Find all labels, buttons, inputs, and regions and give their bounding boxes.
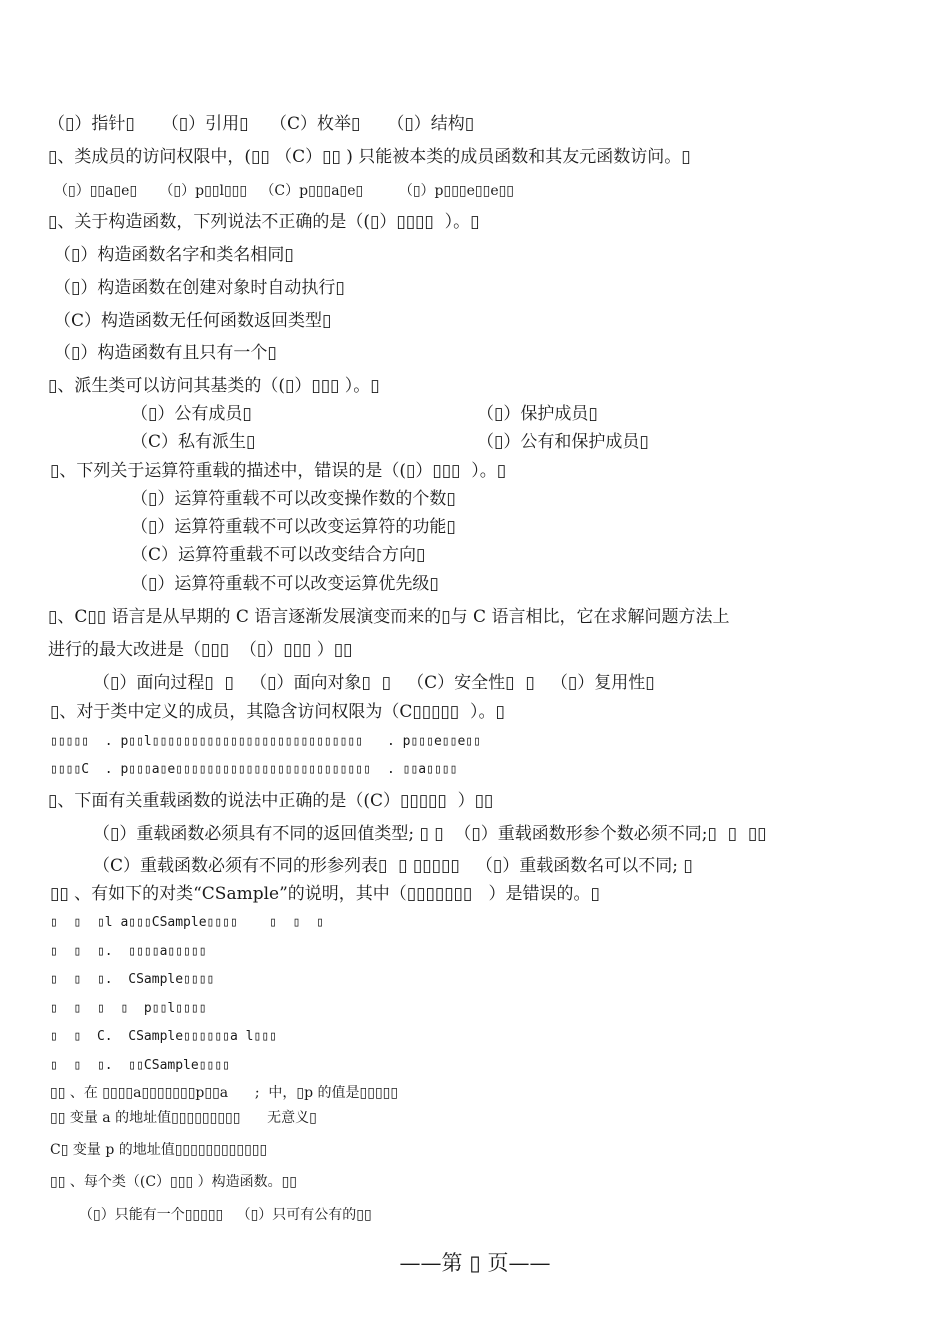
question-line: ▯、C▯▯ 语言是从早期的 C 语言逐渐发展演变而来的▯与 C 语言相比，它在求解问题方法上 bbox=[48, 607, 730, 627]
option-line: （▯）运算符重载不可以改变操作数的个数▯ bbox=[131, 489, 456, 509]
option-line: . ▯▯a▯▯▯▯ bbox=[387, 762, 458, 777]
option-line: . p▯▯▯e▯▯e▯▯ bbox=[387, 734, 481, 749]
option-line: C▯ 变量 p 的地址值▯▯▯▯▯▯▯▯▯▯▯▯ bbox=[50, 1142, 268, 1158]
question-line: ▯▯ 、每个类（(C）▯▯▯ ）构造函数。▯▯ bbox=[50, 1174, 298, 1190]
q-options-line: （▯）只能有一个▯▯▯▯▯ （▯）只可有公有的▯▯ bbox=[79, 1207, 372, 1223]
question-line: ▯、类成员的访问权限中，(▯▯ （C）▯▯ ) 只能被本类的成员函数和其友元函数访问。▯ bbox=[48, 147, 691, 167]
code-line: ▯ ▯ ▯l a▯▯▯CSample▯▯▯▯ ▯ ▯ ▯ bbox=[50, 915, 324, 930]
q-options-line: （▯）重载函数必须具有不同的返回值类型; ▯ ▯ （▯）重载函数形参个数必须不同;▯ ▯ ▯▯ bbox=[93, 824, 767, 844]
option-line: （▯）公有成员▯ bbox=[131, 404, 252, 424]
option-line: （▯）构造函数名字和类名相同▯ bbox=[54, 245, 294, 265]
option-line: （▯）保护成员▯ bbox=[477, 404, 598, 424]
question-line: ▯、下面有关重载函数的说法中正确的是（(C）▯▯▯▯▯ ）▯▯ bbox=[48, 791, 494, 811]
option-line: ▯▯▯▯▯ . p▯▯l▯▯▯▯▯▯▯▯▯▯▯▯▯▯▯▯▯▯▯▯▯▯▯▯▯▯▯ bbox=[50, 734, 364, 749]
code-line: ▯ ▯ C. CSample▯▯▯▯▯▯a l▯▯▯ bbox=[50, 1029, 277, 1044]
option-line: ▯▯ 变量 a 的地址值▯▯▯▯▯▯▯▯▯ 无意义▯ bbox=[50, 1110, 317, 1126]
q-options-line: （▯）▯▯a▯e▯ （▯）p▯▯l▯▯▯ （C）p▯▯▯a▯e▯ （▯）p▯▯▯e▯▯e▯▯ bbox=[54, 183, 515, 199]
question-line: ▯、对于类中定义的成员，其隐含访问权限为（C▯▯▯▯▯ ）。▯ bbox=[50, 702, 505, 722]
q-options-line: （C）重载函数必须有不同的形参列表▯ ▯ ▯▯▯▯▯ （▯）重载函数名可以不同; ▯ bbox=[93, 856, 693, 876]
question-line: ▯、关于构造函数，下列说法不正确的是（(▯）▯▯▯▯ ）。▯ bbox=[48, 212, 480, 232]
option-line: （C）私有派生▯ bbox=[131, 432, 256, 452]
question-line: ▯、下列关于运算符重载的描述中，错误的是（(▯）▯▯▯ ）。▯ bbox=[50, 461, 507, 481]
option-line: （C）构造函数无任何函数返回类型▯ bbox=[54, 311, 332, 331]
option-line: （▯）构造函数在创建对象时自动执行▯ bbox=[54, 278, 345, 298]
option-line: （C）运算符重载不可以改变结合方向▯ bbox=[131, 545, 426, 565]
option-line: ▯▯▯▯C . p▯▯▯a▯e▯▯▯▯▯▯▯▯▯▯▯▯▯▯▯▯▯▯▯▯▯▯▯▯▯ bbox=[50, 762, 371, 777]
page-footer: ——第 ▯ 页—— bbox=[399, 1251, 551, 1275]
question-line: ▯、派生类可以访问其基类的（(▯）▯▯▯ ）。▯ bbox=[48, 376, 380, 396]
option-line: （▯）公有和保护成员▯ bbox=[477, 432, 649, 452]
q-options-line: （▯）面向过程▯ ▯ （▯）面向对象▯ ▯ （C）安全性▯ ▯ （▯）复用性▯ bbox=[93, 673, 655, 693]
code-line: ▯ ▯ ▯ ▯ p▯▯l▯▯▯▯ bbox=[50, 1001, 207, 1016]
question-line: ▯▯ 、有如下的对类“CSample”的说明，其中（▯▯▯▯▯▯▯ ）是错误的。▯ bbox=[50, 884, 600, 904]
code-line: ▯ ▯ ▯. ▯▯▯▯a▯▯▯▯▯ bbox=[50, 944, 207, 959]
option-line: （▯）运算符重载不可以改变运算符的功能▯ bbox=[131, 517, 456, 537]
q-options-line: （▯）指针▯ （▯）引用▯ （C）枚举▯ （▯）结构▯ bbox=[48, 114, 475, 134]
option-line: （▯）运算符重载不可以改变运算优先级▯ bbox=[131, 574, 439, 594]
question-line: 进行的最大改进是（▯▯▯ （▯）▯▯▯ ）▯▯ bbox=[48, 640, 353, 660]
option-line: （▯）构造函数有且只有一个▯ bbox=[54, 343, 277, 363]
code-line: ▯ ▯ ▯. CSample▯▯▯▯ bbox=[50, 972, 215, 987]
code-line: ▯ ▯ ▯. ▯▯CSample▯▯▯▯ bbox=[50, 1058, 231, 1073]
question-line: ▯▯ 、在 ▯▯▯▯a▯▯▯▯▯▯▯p▯▯a ; 中，▯p 的值是▯▯▯▯▯ bbox=[50, 1085, 399, 1101]
